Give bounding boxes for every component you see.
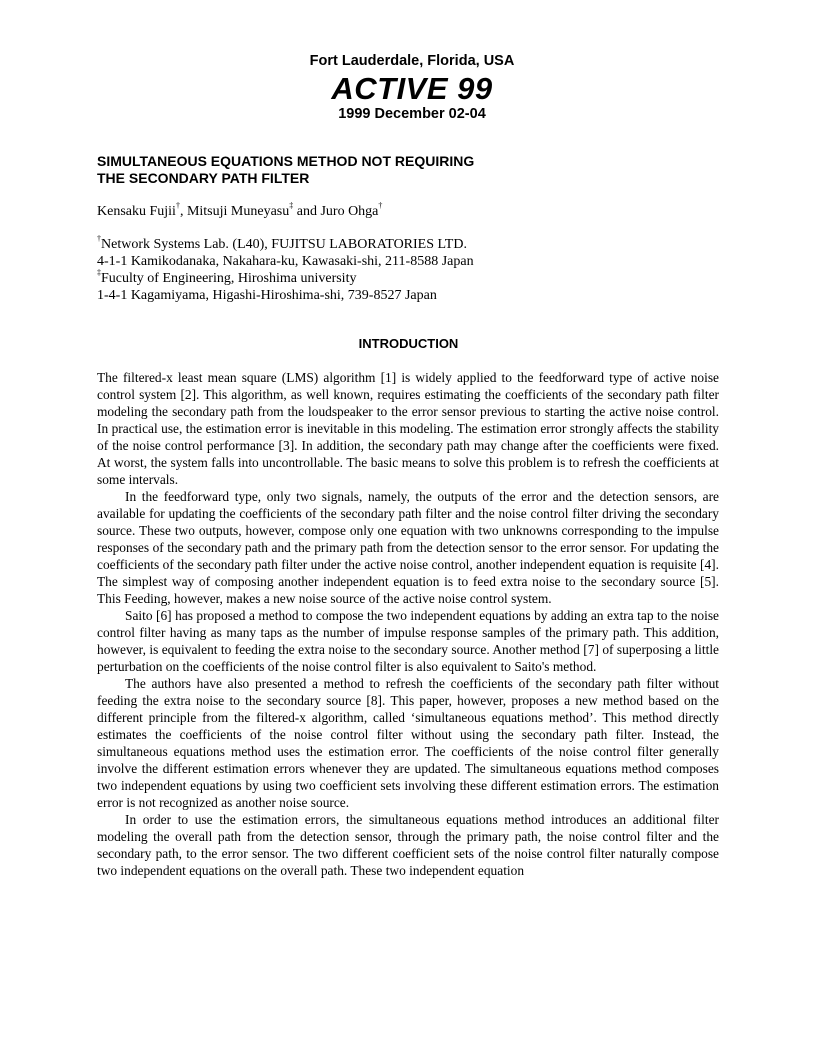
author-name: Mitsuji Muneyasu	[186, 204, 290, 219]
author-list: Kensaku Fujii†, Mitsuji Muneyasu‡ and Juro Ohga†	[97, 201, 383, 219]
author-name: Juro Ohga	[320, 204, 379, 219]
paragraph: The filtered-x least mean square (LMS) algorithm [1] is widely applied to the feedforward type of active noise control system [2]. This algorithm, as well known, requires estimating the coefficients of the secondary path filter modeling the secondary path from the loudspeaker to the error sensor previous to starting the active noise control. In practical use, the estimation error is inevitable in this modeling. The estimation error strongly affects the stability of the noise control performance [3]. In addition, the secondary path may change after the coefficients were fixed. At worst, the system falls into uncontrollable. The basic means to solve this problem is to refresh the coefficients at some intervals.	[97, 370, 719, 487]
paragraph: In order to use the estimation errors, the simultaneous equations method introduces an additional filter modeling the overall path from the detection sensor, through the primary path, the noise control filter and the secondary path, to the error sensor. The two different coefficient sets of the noise control filter naturally compose two independent equations on the overall path. These two independent equation	[97, 812, 719, 878]
paragraph: In the feedforward type, only two signals, namely, the outputs of the error and the detection sensors, are available for updating the coefficients of the secondary path filter and the noise control filter driving the secondary source. These two outputs, however, compose only one equation with two unknowns corresponding to the impulse responses of the secondary path and the primary path from the detection sensor to the error sensor. For updating the coefficients of the secondary path filter under the active noise control, another independent equation is requisite [4]. The simplest way of composing another independent equation is to feed extra noise to the secondary source [5]. This Feeding, however, makes a new noise source of the active noise control system.	[97, 489, 719, 606]
conference-name: ACTIVE 99	[331, 71, 493, 106]
paper-title	[97, 153, 717, 187]
conference-location: Fort Lauderdale, Florida, USA	[309, 53, 515, 69]
affiliation-line: ‡Fuculty of Engineering, Hiroshima university	[97, 268, 357, 286]
affiliation-line: 1-4-1 Kagamiyama, Higashi-Hiroshima-shi, 739-8527 Japan	[97, 288, 437, 303]
section-heading: INTRODUCTION	[358, 336, 459, 351]
affiliation-line: †Network Systems Lab. (L40), FUJITSU LABORATORIES LTD.	[97, 234, 467, 252]
author-name: Kensaku Fujii	[97, 204, 176, 219]
paper-title-line-2: THE SECONDARY PATH FILTER	[97, 170, 310, 186]
affiliation-mark: †	[378, 201, 383, 211]
affiliation-mark: †	[175, 201, 180, 211]
paragraph: Saito [6] has proposed a method to compose the two independent equations by adding an extra tap to the noise control filter having as many taps as the number of impulse response samples of the primary path. This addition, however, is equivalent to feeding the extra noise to the secondary source. Another method [7] of superposing a little perturbation on the coefficients of the noise control filter is also equivalent to Saito's method.	[97, 608, 719, 674]
paragraph: The authors have also presented a method to refresh the coefficients of the secondary path filter without feeding the extra noise to the secondary source [8]. This paper, however, proposes a new method based on the different principle from the filtered-x algorithm, called ‘simultaneous equations method’. This method directly estimates the coefficients of the noise control filter without using the secondary path filter. Instead, the simultaneous equations method uses the estimation error. The coefficients of the noise control filter generally involve the different estimation errors whenever they are updated. The simultaneous equations method composes two independent equations by using two coefficient sets involving these different estimation errors. The estimation error is not recognized as another noise source.	[97, 676, 719, 810]
affiliation-mark: †	[97, 234, 101, 244]
body-text	[97, 369, 719, 879]
affiliations	[97, 236, 474, 304]
paper-title-line-1: SIMULTANEOUS EQUATIONS METHOD NOT REQUIRING	[97, 153, 475, 169]
author-conjunction: and	[296, 204, 317, 219]
affiliation-mark: ‡	[97, 268, 101, 278]
affiliation-mark: ‡	[289, 201, 294, 211]
affiliation-line: 4-1-1 Kamikodanaka, Nakahara-ku, Kawasaki-shi, 211-8588 Japan	[97, 254, 474, 269]
conference-date: 1999 December 02-04	[338, 106, 486, 122]
